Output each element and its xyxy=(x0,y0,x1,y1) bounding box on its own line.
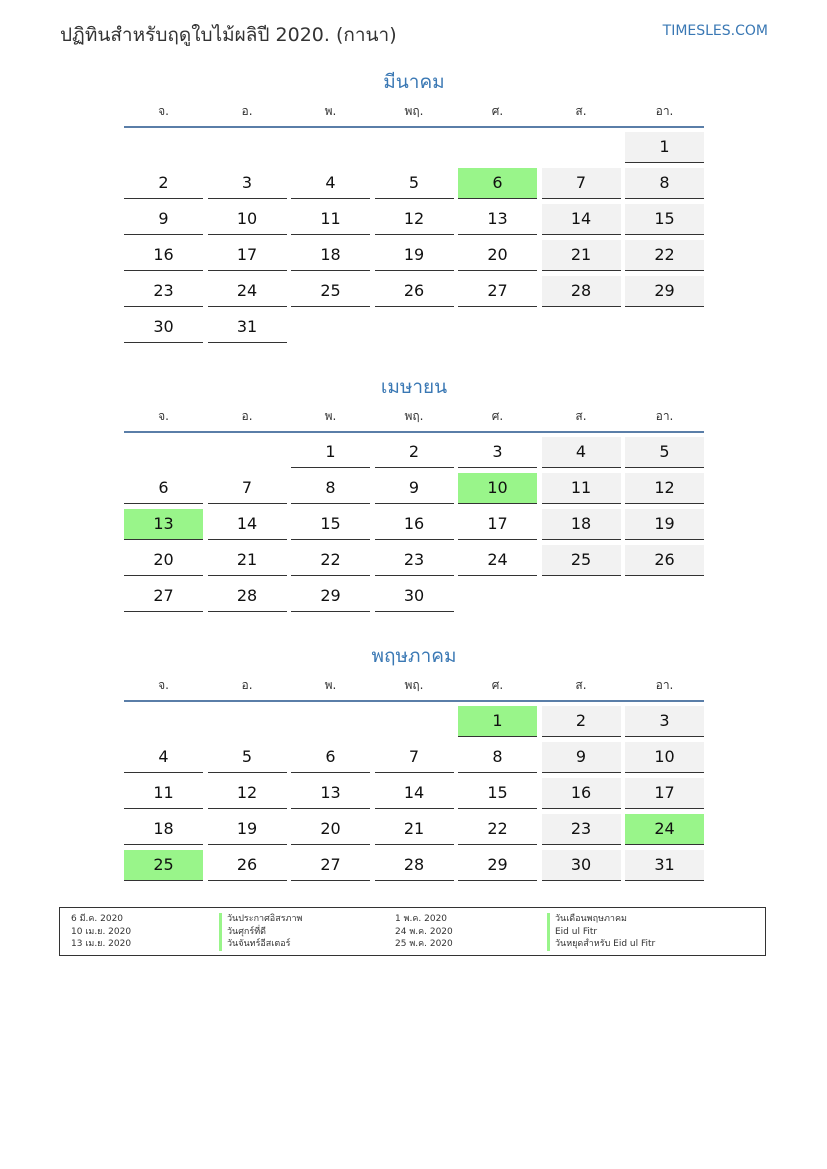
weekday-label: จ. xyxy=(158,104,169,118)
weekday-label: ศ. xyxy=(491,104,504,118)
empty-day-cell xyxy=(542,581,621,611)
holiday-day-cell: 24 xyxy=(625,814,704,845)
day-cell: 12 xyxy=(375,204,454,235)
holiday-day-cell: 13 xyxy=(124,509,203,540)
legend-date: 10 เม.ย. 2020 xyxy=(71,926,132,937)
weekend-day-cell: 25 xyxy=(542,545,621,576)
legend-date: 6 มี.ค. 2020 xyxy=(71,914,124,924)
day-cell: 14 xyxy=(208,509,287,540)
week-row xyxy=(124,168,704,204)
day-cell: 8 xyxy=(458,742,537,773)
empty-day-cell xyxy=(458,132,537,162)
month-april xyxy=(124,373,704,617)
day-cell: 30 xyxy=(375,581,454,612)
day-cell: 18 xyxy=(291,240,370,271)
day-cell: 4 xyxy=(291,168,370,199)
day-cell: 28 xyxy=(208,581,287,612)
day-cell: 20 xyxy=(458,240,537,271)
day-cell: 28 xyxy=(375,850,454,881)
weekday-label: อ. xyxy=(241,409,253,423)
day-cell: 17 xyxy=(458,509,537,540)
day-cell: 25 xyxy=(291,276,370,307)
day-cell: 6 xyxy=(124,473,203,504)
week-rows xyxy=(124,433,704,617)
day-cell: 20 xyxy=(291,814,370,845)
week-row xyxy=(124,509,704,545)
weekday-label: อา. xyxy=(655,409,674,423)
weekday-label: พ. xyxy=(324,409,337,423)
day-cell: 2 xyxy=(375,437,454,468)
empty-day-cell xyxy=(124,132,203,162)
month-title: พฤษภาคม xyxy=(371,645,457,667)
empty-day-cell xyxy=(208,437,287,467)
legend-names-left xyxy=(219,913,302,951)
day-cell: 11 xyxy=(124,778,203,809)
empty-day-cell xyxy=(208,132,287,162)
day-cell: 13 xyxy=(291,778,370,809)
week-row xyxy=(124,581,704,617)
legend-names-right xyxy=(547,913,655,951)
legend-date: 1 พ.ค. 2020 xyxy=(395,914,448,924)
day-cell: 7 xyxy=(208,473,287,504)
day-cell: 22 xyxy=(458,814,537,845)
week-row xyxy=(124,312,704,348)
weekend-day-cell: 21 xyxy=(542,240,621,271)
day-cell: 1 xyxy=(291,437,370,468)
weekday-label: อ. xyxy=(241,678,253,692)
day-cell: 23 xyxy=(124,276,203,307)
empty-day-cell xyxy=(291,706,370,736)
month-title: มีนาคม xyxy=(383,71,445,93)
day-cell: 19 xyxy=(375,240,454,271)
weekend-day-cell: 2 xyxy=(542,706,621,737)
weekend-day-cell: 11 xyxy=(542,473,621,504)
weekend-day-cell: 8 xyxy=(625,168,704,199)
month-march xyxy=(124,68,704,348)
weekday-label: พ. xyxy=(324,104,337,118)
weekend-day-cell: 1 xyxy=(625,132,704,163)
weekend-day-cell: 26 xyxy=(625,545,704,576)
week-row xyxy=(124,850,704,886)
weekend-day-cell: 19 xyxy=(625,509,704,540)
day-cell: 16 xyxy=(124,240,203,271)
day-cell: 14 xyxy=(375,778,454,809)
day-cell: 5 xyxy=(208,742,287,773)
day-cell: 13 xyxy=(458,204,537,235)
day-cell: 21 xyxy=(208,545,287,576)
week-rows xyxy=(124,702,704,886)
weekend-day-cell: 17 xyxy=(625,778,704,809)
day-cell: 18 xyxy=(124,814,203,845)
weekend-day-cell: 31 xyxy=(625,850,704,881)
empty-day-cell xyxy=(458,581,537,611)
day-cell: 24 xyxy=(458,545,537,576)
weekend-day-cell: 18 xyxy=(542,509,621,540)
day-cell: 19 xyxy=(208,814,287,845)
day-cell: 10 xyxy=(208,204,287,235)
weekday-label: ศ. xyxy=(491,409,504,423)
empty-day-cell xyxy=(375,132,454,162)
day-cell: 22 xyxy=(291,545,370,576)
empty-day-cell xyxy=(625,581,704,611)
holiday-legend xyxy=(59,907,766,956)
empty-day-cell xyxy=(375,312,454,342)
weekday-label: ส. xyxy=(575,409,587,423)
week-row xyxy=(124,742,704,778)
day-cell: 27 xyxy=(291,850,370,881)
empty-day-cell xyxy=(542,132,621,162)
week-rows xyxy=(124,128,704,348)
weekend-day-cell: 22 xyxy=(625,240,704,271)
legend-date: 24 พ.ค. 2020 xyxy=(395,926,453,937)
weekday-header xyxy=(124,670,704,702)
empty-day-cell xyxy=(542,312,621,342)
holiday-day-cell: 10 xyxy=(458,473,537,504)
legend-holiday-name: วันจันทร์อีสเตอร์ xyxy=(219,938,302,951)
holiday-day-cell: 1 xyxy=(458,706,537,737)
day-cell: 7 xyxy=(375,742,454,773)
day-cell: 15 xyxy=(458,778,537,809)
weekday-label: อา. xyxy=(655,678,674,692)
legend-dates-left xyxy=(71,913,131,951)
day-cell: 11 xyxy=(291,204,370,235)
weekend-day-cell: 5 xyxy=(625,437,704,468)
day-cell: 26 xyxy=(208,850,287,881)
legend-holiday-name: วันศุกร์ที่ดี xyxy=(219,926,302,939)
legend-holiday-name: วันประกาศอิสรภาพ xyxy=(219,913,302,926)
legend-holiday-name: วันเดือนพฤษภาคม xyxy=(547,913,655,926)
legend-holiday-name: วันหยุดสำหรับ Eid ul Fitr xyxy=(547,938,655,951)
site-link[interactable]: TIMESLES.COM xyxy=(662,23,768,39)
day-cell: 3 xyxy=(458,437,537,468)
weekday-label: จ. xyxy=(158,409,169,423)
weekend-day-cell: 9 xyxy=(542,742,621,773)
day-cell: 15 xyxy=(291,509,370,540)
week-row xyxy=(124,545,704,581)
day-cell: 17 xyxy=(208,240,287,271)
empty-day-cell xyxy=(208,706,287,736)
page-title: ปฏิทินสำหรับฤดูใบไม้ผลิปี 2020. (กานา) xyxy=(60,24,397,46)
day-cell: 27 xyxy=(124,581,203,612)
legend-date: 13 เม.ย. 2020 xyxy=(71,939,132,949)
month-title: เมษายน xyxy=(380,376,448,398)
weekend-day-cell: 14 xyxy=(542,204,621,235)
empty-day-cell xyxy=(625,312,704,342)
empty-day-cell xyxy=(124,706,203,736)
day-cell: 27 xyxy=(458,276,537,307)
week-row xyxy=(124,204,704,240)
week-row xyxy=(124,814,704,850)
week-row xyxy=(124,240,704,276)
empty-day-cell xyxy=(375,706,454,736)
empty-day-cell xyxy=(124,437,203,467)
empty-day-cell xyxy=(291,312,370,342)
day-cell: 4 xyxy=(124,742,203,773)
day-cell: 6 xyxy=(291,742,370,773)
day-cell: 26 xyxy=(375,276,454,307)
weekday-label: อ. xyxy=(241,104,253,118)
weekday-label: พฤ. xyxy=(404,409,424,423)
day-cell: 12 xyxy=(208,778,287,809)
weekday-label: จ. xyxy=(158,678,169,692)
week-row xyxy=(124,706,704,742)
month-may xyxy=(124,642,704,886)
weekend-day-cell: 23 xyxy=(542,814,621,845)
weekday-header xyxy=(124,96,704,128)
weekday-label: ศ. xyxy=(491,678,504,692)
holiday-day-cell: 25 xyxy=(124,850,203,881)
day-cell: 23 xyxy=(375,545,454,576)
week-row xyxy=(124,437,704,473)
empty-day-cell xyxy=(458,312,537,342)
day-cell: 29 xyxy=(291,581,370,612)
day-cell: 29 xyxy=(458,850,537,881)
day-cell: 30 xyxy=(124,312,203,343)
weekend-day-cell: 15 xyxy=(625,204,704,235)
day-cell: 9 xyxy=(375,473,454,504)
weekday-header xyxy=(124,401,704,433)
weekend-day-cell: 28 xyxy=(542,276,621,307)
holiday-day-cell: 6 xyxy=(458,168,537,199)
weekend-day-cell: 10 xyxy=(625,742,704,773)
weekday-label: พฤ. xyxy=(404,104,424,118)
weekday-label: พ. xyxy=(324,678,337,692)
day-cell: 16 xyxy=(375,509,454,540)
day-cell: 24 xyxy=(208,276,287,307)
legend-holiday-name: Eid ul Fitr xyxy=(547,926,655,939)
weekend-day-cell: 4 xyxy=(542,437,621,468)
weekend-day-cell: 16 xyxy=(542,778,621,809)
day-cell: 31 xyxy=(208,312,287,343)
weekend-day-cell: 12 xyxy=(625,473,704,504)
weekend-day-cell: 7 xyxy=(542,168,621,199)
legend-dates-right xyxy=(395,913,453,951)
empty-day-cell xyxy=(291,132,370,162)
week-row xyxy=(124,473,704,509)
day-cell: 3 xyxy=(208,168,287,199)
weekday-label: พฤ. xyxy=(404,678,424,692)
legend-date: 25 พ.ค. 2020 xyxy=(395,939,453,949)
day-cell: 2 xyxy=(124,168,203,199)
day-cell: 9 xyxy=(124,204,203,235)
week-row xyxy=(124,132,704,168)
weekend-day-cell: 29 xyxy=(625,276,704,307)
week-row xyxy=(124,276,704,312)
weekend-day-cell: 30 xyxy=(542,850,621,881)
weekday-label: ส. xyxy=(575,104,587,118)
day-cell: 8 xyxy=(291,473,370,504)
weekday-label: ส. xyxy=(575,678,587,692)
day-cell: 5 xyxy=(375,168,454,199)
weekend-day-cell: 3 xyxy=(625,706,704,737)
week-row xyxy=(124,778,704,814)
day-cell: 21 xyxy=(375,814,454,845)
day-cell: 20 xyxy=(124,545,203,576)
weekday-label: อา. xyxy=(655,104,674,118)
